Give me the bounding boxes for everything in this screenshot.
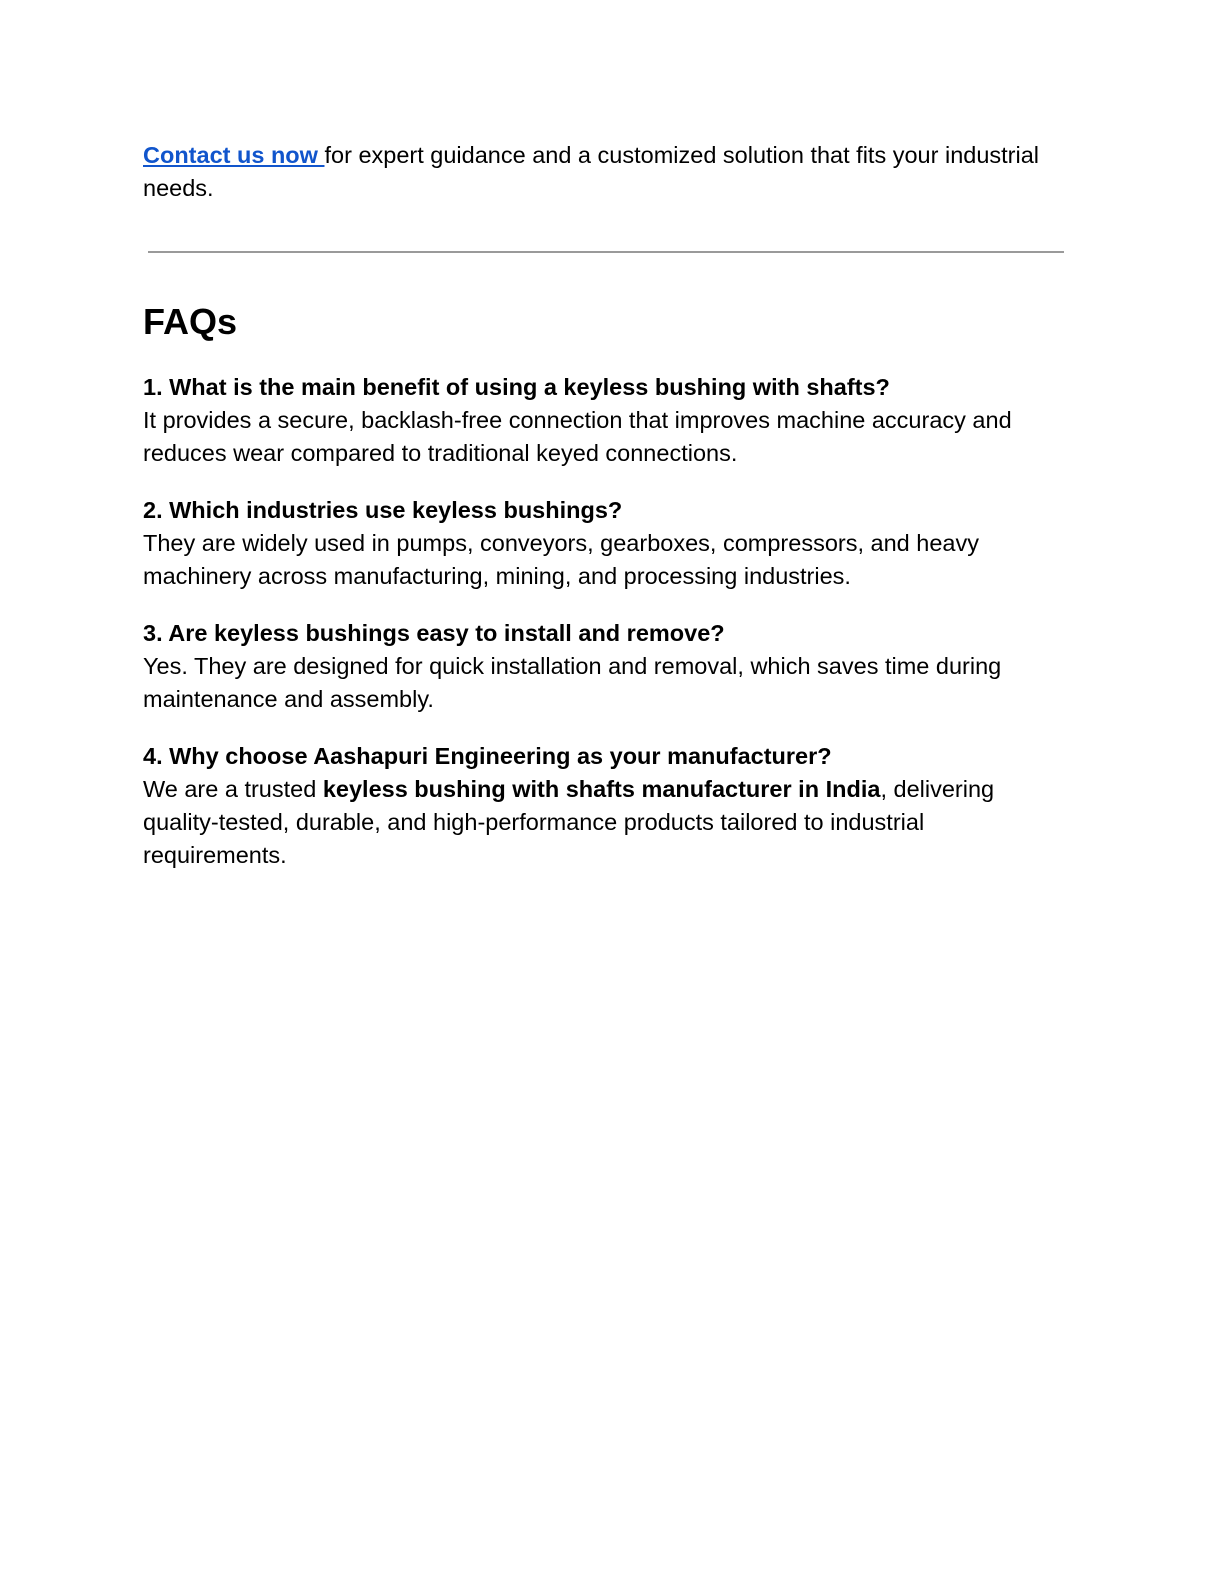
faq-answer-suffix: , delivering quality-tested, durable, and high-performance products tailored to industrial requirements. [143, 776, 995, 868]
faq-answer [143, 773, 1073, 872]
faq-question: 1. What is the main benefit of using a keyless bushing with shafts? [143, 374, 890, 400]
faq-answer-prefix: We are a trusted [143, 776, 323, 802]
intro-paragraph [143, 139, 1073, 205]
faq-item [143, 371, 1073, 470]
intro-section [143, 139, 1073, 205]
intro-text: for expert guidance and a customized solution that fits your industrial needs. [143, 142, 1040, 201]
faq-answer: Yes. They are designed for quick installation and removal, which saves time during maintenance and assembly. [143, 653, 1002, 712]
faq-answer: It provides a secure, backlash-free connection that improves machine accuracy and reduces wear compared to traditional keyed connections. [143, 407, 1012, 466]
faq-question: 3. Are keyless bushings easy to install and remove? [143, 620, 725, 646]
faq-item [143, 494, 1073, 593]
faq-answer: They are widely used in pumps, conveyors, gearboxes, compressors, and heavy machinery across manufacturing, mining, and processing industries. [143, 530, 979, 589]
faq-question: 2. Which industries use keyless bushings? [143, 497, 623, 523]
faq-answer-bold: keyless bushing with shafts manufacturer in India [322, 776, 881, 802]
faq-item [143, 617, 1073, 716]
faq-item [143, 740, 1073, 872]
faq-heading: FAQs [143, 301, 238, 342]
faq-list [143, 371, 1073, 896]
contact-us-link[interactable]: Contact us now [143, 142, 325, 168]
faq-question: 4. Why choose Aashapuri Engineering as your manufacturer? [143, 743, 832, 769]
horizontal-divider [148, 251, 1064, 253]
